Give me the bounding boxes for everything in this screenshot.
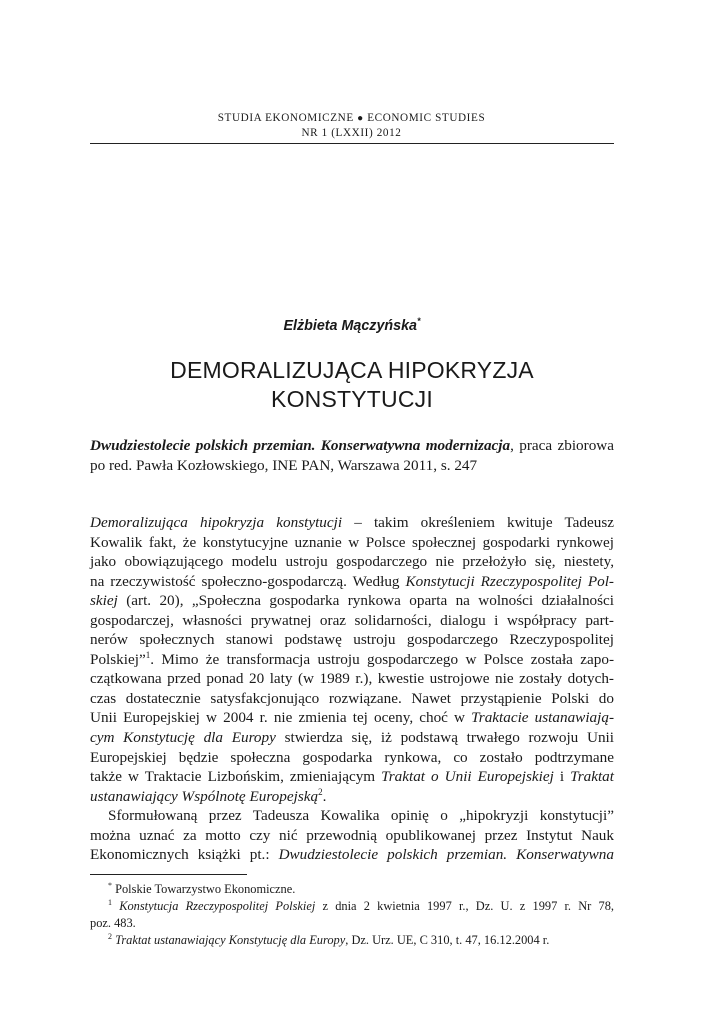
italic-phrase: Traktacie ustanawiają- (471, 709, 614, 727)
book-ref-rest: , praca zbiorowa (510, 437, 614, 454)
body-line (90, 767, 614, 787)
text-run: – takim określeniem kwituje Tadeusz (342, 514, 614, 531)
reviewed-book-reference (90, 436, 614, 476)
body-line: Europejskiej będzie społeczna gospodarka rynkowa, co zostało podtrzymane (90, 748, 614, 766)
body-line (90, 845, 614, 865)
footnote-ref-2[interactable]: 2 (318, 786, 323, 797)
footnote-text: Polskie Towarzystwo Ekonomiczne. (112, 882, 296, 896)
body-line (90, 513, 614, 533)
text-run: . (322, 787, 327, 805)
footnote-ref-1[interactable]: 1 (145, 649, 151, 660)
footnote-italic: Konstytucja Rzeczypospolitej Polskiej (119, 899, 316, 913)
journal-name-pl: STUDIA EKONOMICZNE (217, 112, 354, 124)
body-line: czątkowana przed ponad 20 laty (w 1989 r.), kwestie ustrojowe nie zostały dotych- (90, 670, 614, 688)
italic-phrase: ustanawiający Wspólnotę Europejską (90, 787, 319, 805)
body-line (90, 650, 614, 670)
body-line: można uznać za motto czy nić przewodnią opublikowanej przez Instytut Nauk (90, 826, 614, 844)
title-line-2: KONSTYTUCJI (271, 386, 433, 412)
text-run: na rzeczywistość społeczno-gospodarczą. Według (90, 572, 406, 590)
footnote-1 (90, 898, 614, 915)
footnote-1-continued: poz. 483. (90, 916, 136, 930)
text-run: stwierdza się, iż podstawą trwałego rozwoju Unii (275, 729, 614, 747)
body-line (90, 572, 614, 592)
footnote-mark: 2 (108, 931, 112, 941)
footnote-rule (90, 874, 247, 875)
footnote-author (90, 881, 614, 898)
text-run: (art. 20), „Społeczna gospodarka rynkowa oparta na wolności działalności (117, 592, 614, 610)
text-run: i (553, 768, 571, 786)
italic-phrase: skiej (90, 592, 118, 610)
header-rule (90, 143, 614, 144)
author-footnote-mark: * (416, 316, 421, 326)
text-run: Ekonomicznych książki pt.: (90, 846, 279, 864)
body-line (90, 708, 614, 728)
article-body (90, 513, 614, 865)
footnote-mark: * (108, 880, 112, 890)
body-line: czas dostatecznie satysfakcjonująco rozwiązane. Nawet przystąpienie Polski do (90, 689, 614, 707)
body-line (90, 787, 614, 807)
book-ref-line-2: po red. Pawła Kozłowskiego, INE PAN, Warszawa 2011, s. 247 (90, 457, 478, 474)
body-line: gospodarczej, własności prywatnej oraz solidarności, dialogu i współpracy part- (90, 611, 614, 629)
article-title (90, 356, 614, 414)
body-line: jako obowiązującego modelu ustroju gospodarczego nie przełożyło się, niestety, (90, 553, 614, 571)
text-run: Polskiej” (90, 650, 146, 668)
text-run: Unii Europejskiej w 2004 r. nie zmienia tej oceny, choć w (90, 709, 472, 727)
italic-phrase: Demoralizująca hipokryzja konstytucji (90, 514, 343, 531)
body-line (90, 728, 614, 748)
body-line: nerów społecznych stanowi podstawę ustroju gospodarczego Rzeczypospolitej (90, 631, 614, 649)
body-line (90, 591, 614, 611)
author-name: Elżbieta Mączyńska (283, 317, 417, 334)
journal-name-en: ECONOMIC STUDIES (367, 112, 486, 124)
text-run: także w Traktacie Lizbońskim, zmieniającym (90, 768, 382, 786)
book-title: Dwudziestolecie polskich przemian. Konserwatywna modernizacja (90, 437, 511, 454)
footnote-text: , Dz. Urz. UE, C 310, t. 47, 16.12.2004 r. (345, 933, 550, 947)
running-header (90, 111, 613, 141)
footnotes (90, 881, 614, 949)
italic-phrase: Dwudziestolecie polskich przemian. Konserwatywna (278, 846, 614, 864)
body-line: Sformułowaną przez Tadeusza Kowalika opinię o „hipokryzji konstytucji” (108, 807, 614, 825)
title-line-1: DEMORALIZUJĄCA HIPOKRYZJA (170, 357, 534, 383)
footnote-2 (90, 932, 614, 949)
author-line (90, 316, 614, 334)
text-run: . Mimo że transformacja ustroju gospodarczego w Polsce została zapo- (150, 650, 614, 668)
issue-number: NR 1 (LXXII) 2012 (301, 127, 402, 139)
body-line: Kowalik fakt, że konstytucyjne uznanie w Polsce społecznej gospodarki rynkowej (90, 533, 614, 551)
journal-name-line (90, 111, 613, 126)
footnote-text: z dnia 2 kwietnia 1997 r., Dz. U. z 1997 r. Nr 78, (315, 899, 614, 913)
italic-phrase: Traktat (570, 768, 614, 786)
italic-phrase: Traktat o Unii Europejskiej (381, 768, 554, 786)
footnote-mark: 1 (108, 897, 112, 907)
italic-phrase: Konstytucji Rzeczypospolitej Pol- (405, 572, 614, 590)
italic-phrase: cym Konstytucję dla Europy (90, 729, 276, 747)
bullet-separator: ● (357, 113, 364, 124)
footnote-italic: Traktat ustanawiający Konstytucję dla Europy (115, 933, 346, 947)
